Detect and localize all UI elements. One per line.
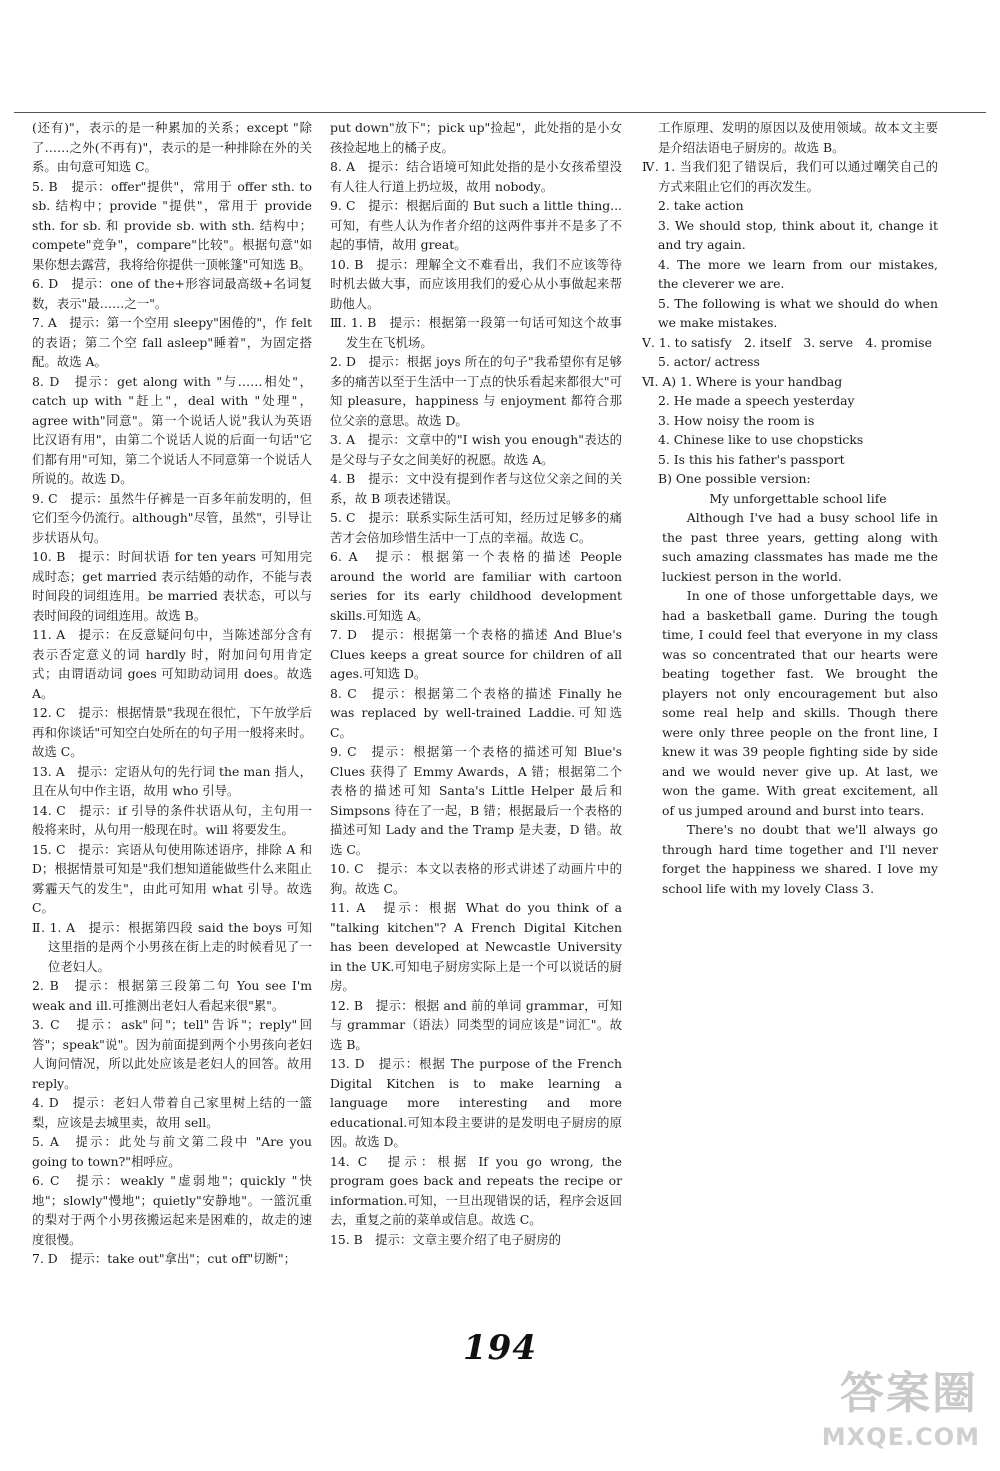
- answer-item: 12. C 提示：根据情景"我现在很忙，下午放学后再和你谈话"可知空白处所在的句子用一般将来时。故选 C。: [32, 705, 312, 759]
- answer-item: 3. A 提示：文章中的"I wish you enough"表达的是父母与子女之间美好的祝愿。故选 A。: [330, 432, 622, 467]
- answer-item: 6. A 提示：根据第一个表格的描述 People around the world are familiar with cartoon series for its early childhood development skills.可知选 A。: [330, 549, 622, 623]
- answer-item: 4. B 提示：文中没有提到作者与这位父亲之间的关系，故 B 项表述错误。: [330, 471, 622, 506]
- answer-item: 5. actor/ actress: [658, 354, 760, 369]
- answer-item: 12. B 提示：根据 and 前的单词 grammar，可知与 grammar（语法）同类型的词应该是"词汇"。故选 B。: [330, 997, 622, 1052]
- section-2-heading-item: Ⅱ. 1. A 提示：根据第四段 said the boys 可知这里指的是两个小男孩在街上走的时候看见了一位老妇人。: [32, 919, 312, 974]
- essay-paragraph: There's no doubt that we'll always go through hard time together and I'll never forget the happiness we shared. I love my school life with my lovely Class 3.: [662, 822, 938, 896]
- answer-item: 9. C 提示：虽然牛仔裤是一百多年前发明的，但它们至今仍流行。although"尽管，虽然"，引导让步状语从句。: [32, 490, 312, 545]
- answer-item: 7. D 提示：take out"拿出"；cut off"切断"；: [32, 1251, 297, 1266]
- answer-item: 2. He made a speech yesterday: [658, 393, 855, 408]
- essay-paragraph: Although I've had a busy school life in the past three years, getting along with such amazing classmates has made me the luckiest person in the world.: [662, 510, 938, 584]
- answer-item: 5. Is this his father's passport: [658, 451, 845, 467]
- answer-item: 14. C 提示：if 引导的条件状语从句，主句用一般将来时，从句用一般现在时。will 将要发生。: [32, 802, 312, 837]
- watermark: [814, 1353, 984, 1453]
- section-6-heading-item: Ⅵ. A) 1. Where is your handbag: [642, 373, 843, 389]
- answer-item: 2. B 提示：根据第三段第二句 You see I'm weak and ill.可推测出老妇人看起来很"累"。: [32, 978, 312, 1013]
- page-number: 194: [463, 1328, 537, 1368]
- answer-item: 10. C 提示：本文以表格的形式讲述了动画片中的狗。故选 C。: [330, 861, 622, 896]
- answer-item: 8. D 提示：get along with "与……相处"，catch up with "赶上"，deal with "处理"，agree with"同意"。第一个说话人说"我认为英语比汉语有用"，由第二个说话人说的后面一句话"它们都有用"可知，第二个说话人不同意第一个说话人所说的。故选 D。: [32, 373, 312, 486]
- answer-item: 13. A 提示：定语从句的先行词 the man 指人，且在从句中作主语，故用 who 引导。: [32, 763, 312, 798]
- answer-item: 10. B 提示：时间状语 for ten years 可知用完成时态；get married 表示结婚的动作，不能与表时间段的词组连用。be married 表状态，可以与表时间段的词组连用。故选 B。: [32, 549, 312, 623]
- answer-item: 10. B 提示：理解全文不难看出，我们不应该等待时机去做大事，而应该用我们的爱心从小事做起来帮助他人。: [330, 256, 622, 311]
- section-5-heading-item: Ⅴ. 1. to satisfy 2. itself 3. serve 4. promise: [642, 334, 932, 350]
- answer-item: 7. A 提示：第一个空用 sleepy"困倦的"，作 felt 的表语；第二个空 fall asleep"睡着"，为固定搭配。故选 A。: [32, 315, 312, 369]
- answer-item: 6. C 提示：weakly "虚弱地"；quickly "快地"；slowly"慢地"；quietly"安静地"。一篮沉重的梨对于两个小男孩搬运起来是困难的，故走的速度很慢。: [32, 1173, 312, 1247]
- answer-item: B) One possible version:: [658, 471, 811, 486]
- answer-item: 4. Chinese like to use chopsticks: [658, 432, 864, 447]
- answer-item: 2. D 提示：根据 joys 所在的句子"我希望你有足够多的痛苦以至于生活中一丁点的快乐看起来都很大"可知 pleasure，happiness 与 enjoyment 都符合那位父亲的意思。故选 D。: [330, 354, 622, 428]
- section-3-heading-item: Ⅲ. 1. B 提示：根据第一段第一句话可知这个故事发生在飞机场。: [330, 315, 622, 350]
- answer-item: 13. D 提示：根据 The purpose of the French Digital Kitchen is to make learning a language more interesting and more educational.可知本段主要讲的是发明电子厨房的原因。故选 D。: [330, 1056, 622, 1149]
- answer-item: 9. C 提示：根据后面的 But such a little thing...可知，有些人认为作者介绍的这两件事并不是多了不起的事情，故用 great。: [330, 198, 622, 252]
- answer-item: 14. C 提示：根据 If you go wrong, the program goes back and repeats the recipe or information.可知，一旦出现错误的话，程序会返回去，重复之前的菜单或信息。故选 C。: [330, 1153, 622, 1227]
- essay-title: My unforgettable school life: [709, 490, 887, 506]
- answer-item: 9. C 提示：根据第一个表格的描述可知 Blue's Clues 获得了 Emmy Awards，A 错；根据第二个表格的描述可知 Santa's Little Helper 最后和 Simpsons 待在了一起，B 错；根据最后一个表格的描述可知 Lady and the Tramp 是夫妻，D 错。故选 C。: [330, 744, 622, 857]
- answer-item: 5. C 提示：联系实际生活可知，经历过足够多的痛苦才会倍加珍惜生活中一丁点的幸福。故选 C。: [330, 510, 622, 545]
- answer-item: 15. C 提示：宾语从句使用陈述语序，排除 A 和 D；根据情景可知是"我们想知道能做些什么来阻止雾霾天气的发生"，由此可知用 what 引导。故选 C。: [32, 841, 312, 915]
- answer-item: 6. D 提示：one of the+形容词最高级+名词复数，表示"最……之一"。: [32, 276, 312, 311]
- answer-column-3: [642, 118, 938, 898]
- answer-item: 5. A 提示：此处与前文第二段中 "Are you going to town?"相呼应。: [32, 1134, 312, 1169]
- answer-item: 3. How noisy the room is: [658, 412, 815, 428]
- answer-item: 5. B 提示：offer"提供"，常用于 offer sth. to sb. 结构中；provide "提供"，常用于 provide sth. for sb. 和 provide sb. with sth. 结构中；compete"竞争"，compare"比较"。根据句意"如果你想去露营，我将给你提供一顶帐篷"可知选 B。: [32, 178, 312, 272]
- watermark-url: MXQE.COM: [821, 1423, 980, 1451]
- top-rule: [14, 112, 986, 113]
- answer-item: 3. We should stop, think about it, change it and try again.: [658, 217, 938, 252]
- section-4-heading-item: Ⅳ. 1. 当我们犯了错误后，我们可以通过嘲笑自己的方式来阻止它们的再次发生。: [642, 159, 938, 194]
- answer-item: 15. B 提示：文章主要介绍了电子厨房的: [330, 1231, 561, 1247]
- answer-item: 11. A 提示：在反意疑问句中，当陈述部分含有表示否定意义的词 hardly 时，附加问句用肯定式；由谓语动词 goes 可知助动词用 does。故选 A。: [32, 627, 312, 701]
- answer-item: 7. D 提示：根据第一个表格的描述 And Blue's Clues keeps a great source for children of all ages.可知选 D。: [330, 627, 622, 681]
- answer-item: 5. The following is what we should do when we make mistakes.: [658, 295, 938, 330]
- answer-item: 11. A 提示：根据 What do you think of a "talking kitchen"? A French Digital Kitchen has been developed at Newcastle University in the UK.可知电子厨房实际上是一个可以说话的厨房。: [330, 900, 622, 993]
- answer-item: 4. The more we learn from our mistakes, the cleverer we are.: [658, 256, 938, 291]
- answer-item: (还有)"，表示的是一种累加的关系；except "除了……之外(不再有)"，表示的是一种排除在外的关系。由句意可知选 C。: [32, 120, 312, 174]
- answer-item: 3. C 提示：ask"问"；tell"告诉"；reply"回答"；speak"说"。因为前面提到两个小男孩向老妇人询问情况，所以此处应该是老妇人的回答。故用 reply。: [32, 1017, 312, 1091]
- essay-paragraph: In one of those unforgettable days, we had a basketball game. During the tough time, I could feel that everyone in my class was so concentrated that our hearts were beating together fast. We brought the players not only encouragement but also some real help and skills. Though there were only three people on the front line, I knew it was 39 people fighting side by side and we would never give up. At last, we won the game. With great excitement, all of us jumped around and burst into tears.: [662, 588, 938, 818]
- watermark-logo: 答案圈: [840, 1368, 978, 1419]
- answer-item: put down"放下"；pick up"捡起"，此处指的是小女孩捡起地上的橘子皮。: [330, 120, 622, 155]
- answer-column-2: [330, 118, 622, 1249]
- answer-item: 2. take action: [658, 198, 744, 213]
- answer-item: 8. A 提示：结合语境可知此处指的是小女孩希望没有人往人行道上扔垃圾，故用 nobody。: [330, 159, 622, 194]
- answer-item: 4. D 提示：老妇人带着自己家里树上结的一篮梨，应该是去城里卖，故用 sell。: [32, 1095, 312, 1130]
- answer-item: 工作原理、发明的原因以及使用领域。故本文主要是介绍法语电子厨房的。故选 B。: [658, 120, 938, 155]
- answer-item: 8. C 提示：根据第二个表格的描述 Finally he was replaced by well-trained Laddie.可知选 C。: [330, 685, 622, 740]
- answer-column-1: [32, 118, 312, 1269]
